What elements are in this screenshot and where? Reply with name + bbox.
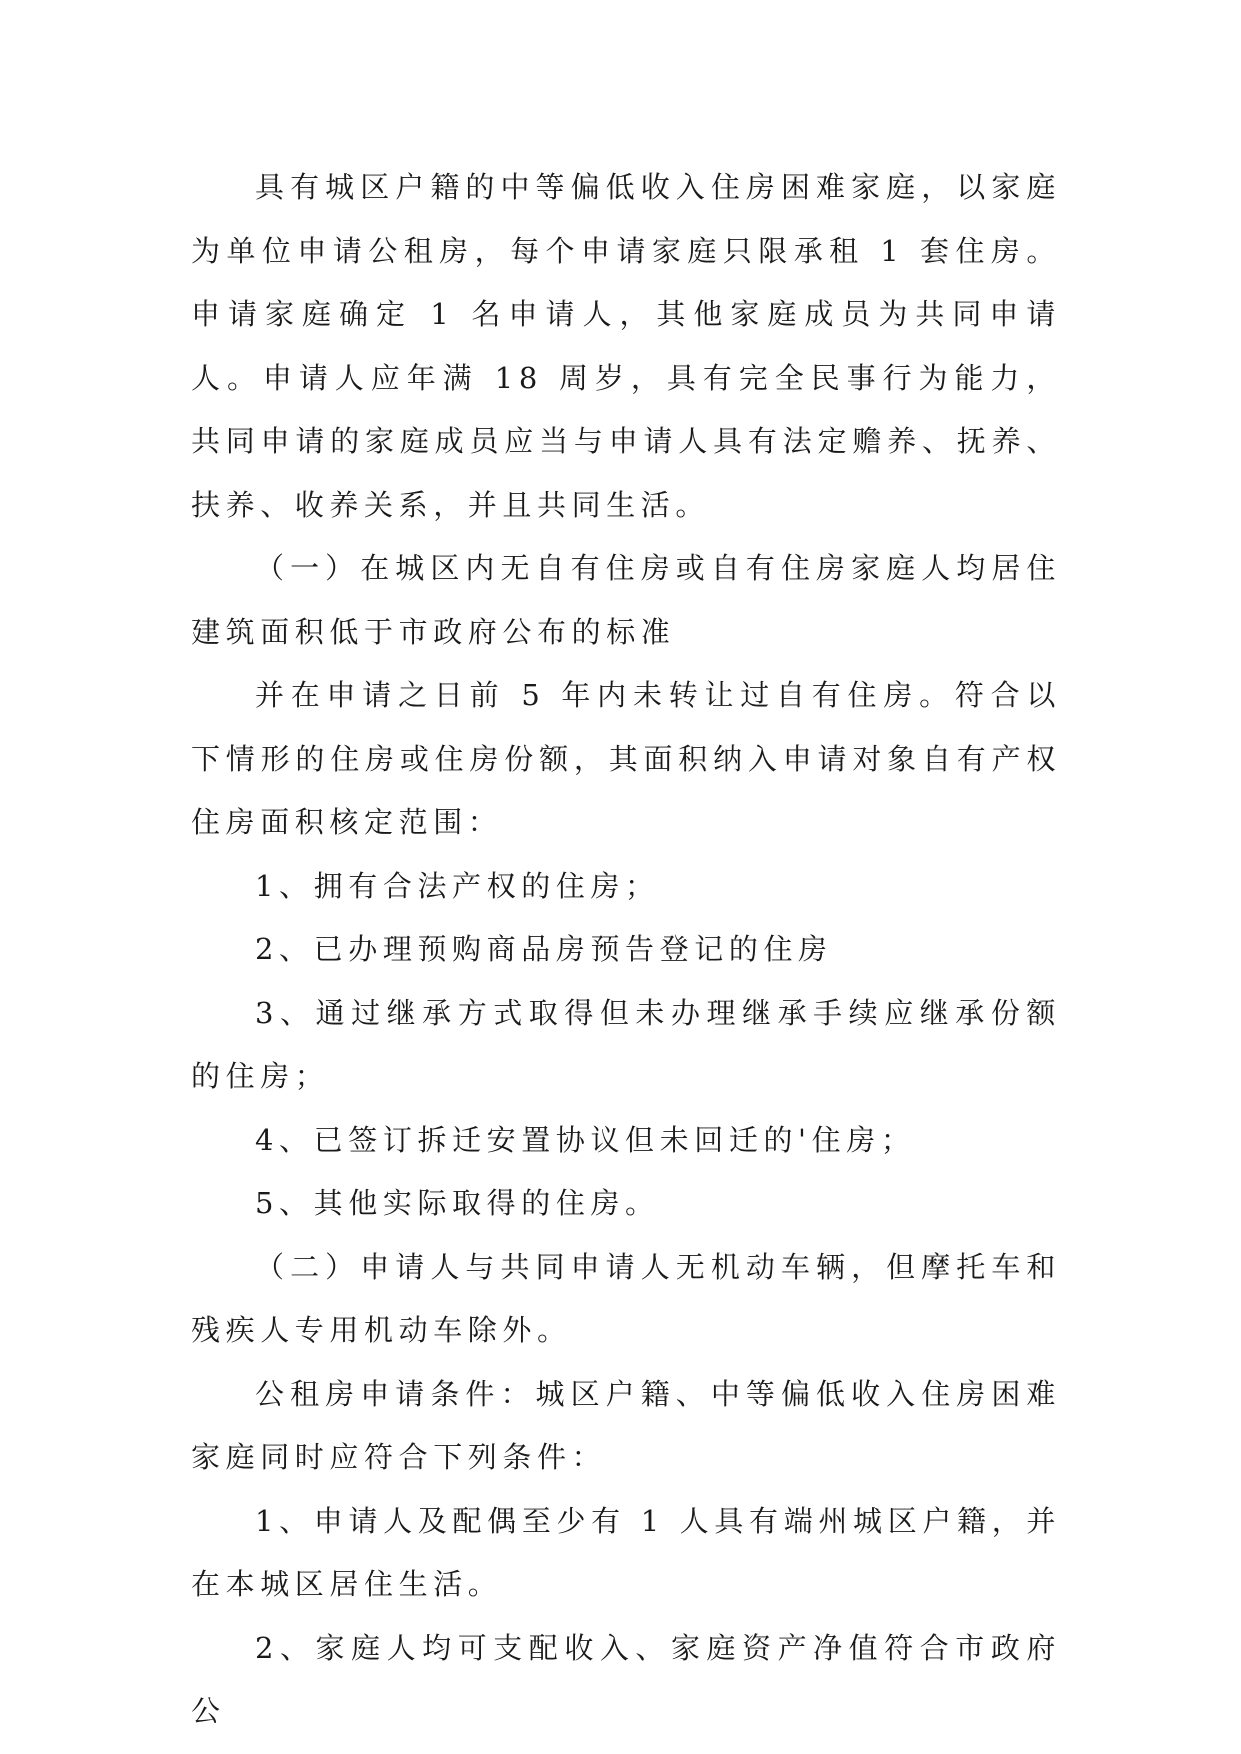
paragraph-transfer-rule: 并在申请之日前 5 年内未转让过自有住房。符合以下情形的住房或住房份额，其面积纳入申请对象自有产权住房面积核定范围： xyxy=(191,678,1061,839)
document-body xyxy=(191,156,1061,1744)
paragraph-eligibility: 具有城区户籍的中等偏低收入住房困难家庭，以家庭为单位申请公租房，每个申请家庭只限承租 1 套住房。申请家庭确定 1 名申请人，其他家庭成员为共同申请人。申请人应年满 18 周岁，具有完全民事行为能力，共同申请的家庭成员应当与申请人具有法定赡养、抚养、扶养、收养关系，并且共同生活。 xyxy=(191,170,1061,522)
list-item: 4、已签订拆迁安置协议但未回迁的'住房； xyxy=(255,1122,916,1157)
paragraph-condition-two: （二）申请人与共同申请人无机动车辆，但摩托车和残疾人专用机动车除外。 xyxy=(191,1249,1061,1347)
paragraph-application-conditions: 公租房申请条件：城区户籍、中等偏低收入住房困难家庭同时应符合下列条件： xyxy=(191,1376,1061,1474)
list-item: 3、通过继承方式取得但未办理继承手续应继承份额的住房； xyxy=(191,995,1061,1093)
list-item: 2、家庭人均可支配收入、家庭资产净值符合市政府公 xyxy=(191,1630,1061,1728)
list-item: 2、已办理预购商品房预告登记的住房 xyxy=(255,932,833,966)
list-item: 5、其他实际取得的住房。 xyxy=(255,1186,660,1220)
list-item: 1、拥有合法产权的住房； xyxy=(255,868,660,903)
list-item: 1、申请人及配偶至少有 1 人具有端州城区户籍，并在本城区居住生活。 xyxy=(191,1503,1061,1601)
paragraph-condition-one: （一）在城区内无自有住房或自有住房家庭人均居住建筑面积低于市政府公布的标准 xyxy=(191,551,1061,649)
